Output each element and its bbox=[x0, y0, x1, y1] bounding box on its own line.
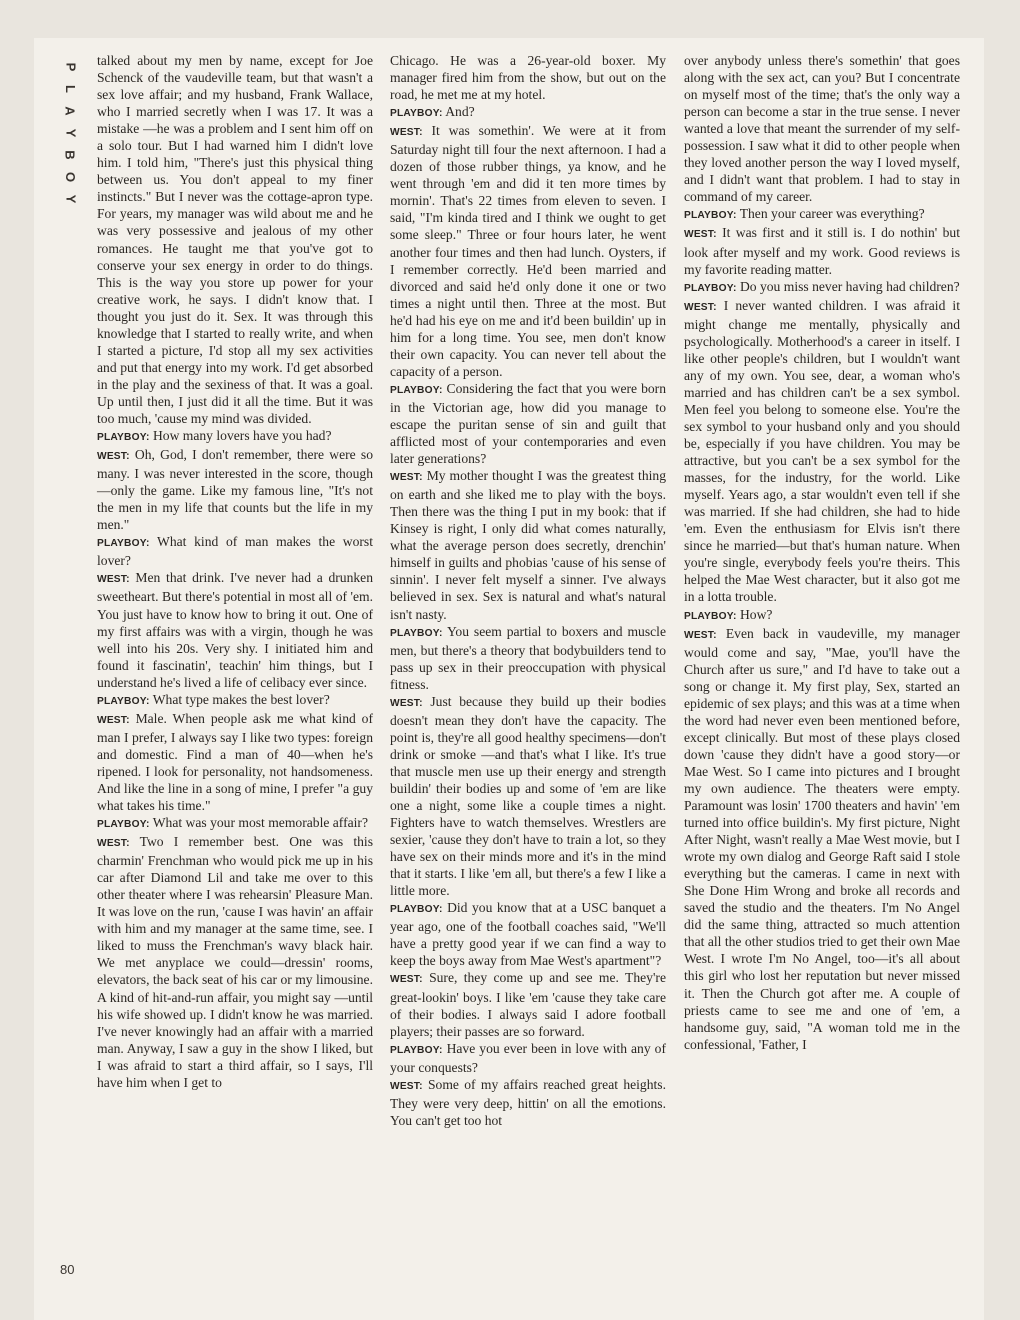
subject-answer bbox=[390, 693, 666, 900]
paragraph-text: Sure, they come up and see me. They're great-lookin' boys. I like 'em 'cause they take care of their bodies. I always said I adore football players; their passes are so forward. bbox=[390, 970, 666, 1039]
paragraph-text: It was somethin'. We were at it from Saturday night till four the next afternoon. I had a dozen of those rubber things, ya know, and he went through 'em and did it ten more times by mornin'. That's 22 times from eleven to seven. I said, "I'm kinda tired and I think we ought to get some sleep." Three or four hours later, he went another four times and then had lunch. Oysters, if I remember correctly. He'd been married and divorced and said he'd only done it one or two times a night until then. Three at the most. But he'd had his eye on me and it'd been buildin' up in him for a long time. You see, men don't know their own capacity. You can never tell about the capacity of a person. bbox=[390, 123, 666, 379]
speaker-playboy: PLAYBOY: bbox=[97, 819, 150, 831]
subject-answer bbox=[684, 297, 960, 606]
paragraph-text: Oh, God, I don't remember, there were so many. I was never interested in the score, though—only the game. Like my famous line, "It's not the men in my life that counts but the life in my men." bbox=[97, 447, 373, 533]
spine-letter: L bbox=[62, 85, 78, 93]
subject-answer bbox=[684, 625, 960, 1053]
speaker-playboy: PLAYBOY: bbox=[390, 1044, 443, 1056]
paragraph-text: It was first and it still is. I do nothin' but look after myself and my work. Good reviews is my favorite reading matter. bbox=[684, 225, 960, 277]
interviewer-question bbox=[97, 427, 373, 446]
interviewer-question bbox=[97, 533, 373, 569]
speaker-west: WEST: bbox=[684, 301, 717, 313]
speaker-west: WEST: bbox=[684, 229, 717, 241]
paragraph-text: Do you miss never having had children? bbox=[739, 278, 960, 294]
paragraph-text: And? bbox=[445, 104, 475, 120]
paragraph-text: Chicago. He was a 26-year-old boxer. My manager fired him from the show, but out on the road, he met me at my hotel. bbox=[390, 53, 666, 103]
speaker-playboy: PLAYBOY: bbox=[684, 210, 737, 222]
text-column-2 bbox=[390, 52, 666, 1129]
subject-answer bbox=[97, 833, 373, 1091]
continued-text bbox=[97, 52, 373, 427]
speaker-playboy: PLAYBOY: bbox=[684, 282, 737, 294]
paragraph-text: Considering the fact that you were born in the Victorian age, how did you manage to escape the puritan sense of sin and guilt that afflicted most of your contemporaries and even later generations? bbox=[390, 380, 666, 467]
spine-letter: O bbox=[63, 171, 78, 183]
speaker-west: WEST: bbox=[97, 714, 130, 726]
subject-answer bbox=[684, 224, 960, 277]
continued-text bbox=[390, 52, 666, 103]
paragraph-text: Male. When people ask me what kind of man I prefer, I always say I like two types: foreign and domestic. Find a man of 40—when he's ripened. I look for personality, not handsomeness. And like the line in a song of mine, I prefer "a guy what takes his time." bbox=[97, 710, 373, 814]
speaker-west: WEST: bbox=[684, 629, 717, 641]
paragraph-text: Have you ever been in love with any of your conquests? bbox=[390, 1040, 666, 1075]
page-number: 80 bbox=[60, 1262, 75, 1277]
speaker-playboy: PLAYBOY: bbox=[684, 610, 737, 622]
interviewer-question bbox=[390, 899, 666, 969]
subject-answer bbox=[97, 446, 373, 533]
spine-letter: Y bbox=[62, 194, 78, 204]
speaker-west: WEST: bbox=[390, 472, 423, 484]
paragraph-text: talked about my men by name, except for Joe Schenck of the vaudeville team, but that wasn't a sex love affair; and my husband, Frank Wallace, who I married secretly when I was 17. It was a mistake —he was a problem and I sent him off on a solo tour. But I had warned him I didn't love him. I told him, "There's just this physical thing between us. You don't appeal to my finer instincts." But I never was the cottage-apron type. For years, my manager was wild about me and he was very possessive and jealous of my other romances. He taught me that you've got to conserve your sex energy in order to do things. This is the way you store up power for your creative work, he says. I didn't know that. I thought you just do it. Sex. It was through this knowledge that I started to really write, and when I started a picture, I'd stop all my sex activities and put that energy into my work. I'd get absorbed in the play and the sexiness of that. It was a goal. Up until then, I just did it all the time. But it was too much, 'cause my mind was divided. bbox=[97, 53, 373, 426]
paragraph-text: What type makes the best lover? bbox=[152, 691, 330, 707]
paragraph-text: Two I remember best. One was this charmin' Frenchman who would pick me up in his car after Diamond Lil and take me over to this other theater where I was rehearsin' Pleasure Man. It was love on the run, 'cause I was havin' an affair with him and my manager at the same time, see. I liked to muss the Frenchman's wavy black hair. We met anyplace we could—dressin' rooms, elevators, the back seat of his car or my limousine. A kind of hit-and-run affair, you might say —until his wife showed up. I didn't know he was married. I've never knowingly had an affair with a married man. Anyway, I saw a guy in the show I liked, but I was afraid to start a third affair, so I says, I'll have him when I get to bbox=[97, 834, 373, 1090]
paragraph-text: Then your career was everything? bbox=[739, 206, 925, 222]
interviewer-question bbox=[390, 623, 666, 693]
spine-letter: A bbox=[62, 106, 78, 116]
paragraph-text: over anybody unless there's somethin' that goes along with the sex act, can you? But I concentrate on myself most of the time; that's the only way a person can become a star in the true sense. I never wanted a love that meant the surrender of my self-possession. I saw what it did to other people when they loved another person the way I loved myself, and I didn't want that problem. I had to stay in command of my career. bbox=[684, 53, 960, 205]
interviewer-question bbox=[684, 205, 960, 224]
interviewer-question bbox=[390, 380, 666, 467]
speaker-playboy: PLAYBOY: bbox=[390, 904, 443, 916]
subject-answer bbox=[390, 122, 666, 380]
interviewer-question bbox=[390, 1040, 666, 1076]
paragraph-text: Some of my affairs reached great heights. They were very deep, hittin' on all the emotions. You can't get too hot bbox=[390, 1076, 666, 1128]
speaker-west: WEST: bbox=[97, 451, 130, 463]
subject-answer bbox=[390, 467, 666, 622]
speaker-playboy: PLAYBOY: bbox=[390, 108, 443, 120]
spine-letter: P bbox=[62, 62, 78, 72]
interviewer-question bbox=[97, 691, 373, 710]
speaker-playboy: PLAYBOY: bbox=[97, 695, 150, 707]
text-column-3 bbox=[684, 52, 960, 1053]
speaker-playboy: PLAYBOY: bbox=[390, 384, 443, 396]
interviewer-question bbox=[97, 814, 373, 833]
paragraph-text: My mother thought I was the greatest thing on earth and she liked me to play with the boys. Then there was the thing I put in my book: that if Kinsey is right, I only did what comes naturally, what the average person does secretly, drenchin' himself in guilts and phobias 'cause of his sense of sinnin'. I never felt myself a sinner. I've always believed in sex. Sex is natural and what's natural isn't nasty. bbox=[390, 468, 666, 622]
subject-answer bbox=[97, 569, 373, 690]
paragraph-text: How? bbox=[739, 606, 773, 622]
spine-title bbox=[62, 56, 78, 210]
subject-answer bbox=[390, 969, 666, 1039]
interviewer-question bbox=[684, 278, 960, 297]
speaker-west: WEST: bbox=[390, 697, 423, 709]
speaker-west: WEST: bbox=[97, 838, 130, 850]
paragraph-text: How many lovers have you had? bbox=[152, 428, 332, 444]
spine-letter: B bbox=[62, 150, 78, 160]
paragraph-text: I never wanted children. I was afraid it might change me mentally, physically and psychologically. Motherhood's a career in itself. I like other people's children, but I wouldn't want any of my own. You see, dear, a woman who's married and has children can't be a sex symbol. Men feel you belong to someone else. You're the sex symbol to your husband only and you should be, especially if you have children. You may be attractive, but you can't be a sex symbol for the masses, for the industry, for the world. Like myself. Years ago, a star wouldn't even tell if she was married. If she had children, she had to hide 'em. Even the enthusiasm for Elvis isn't there since he married—but that's human nature. When you're single, everybody feels you're theirs. This helped the Mae West character, but it also got me in a lotta trouble. bbox=[684, 297, 960, 605]
subject-answer bbox=[390, 1076, 666, 1129]
interviewer-question bbox=[390, 103, 666, 122]
spine-letter: Y bbox=[62, 128, 78, 138]
speaker-west: WEST: bbox=[390, 1080, 423, 1092]
speaker-playboy: PLAYBOY: bbox=[390, 627, 443, 639]
paragraph-text: Did you know that at a USC banquet a year ago, one of the football coaches said, "We'll have a pretty good year if we can find a way to keep the boys away from Mae West's apartment"? bbox=[390, 900, 666, 969]
paragraph-text: Even back in vaudeville, my manager would come and say, "Mae, you'll have the Church after us sure," and I'd have to take out a song or change it. My first play, Sex, started an epidemic of sex plays; and this was at a time when the word had never even been mentioned before, except clinically. But most of these plays closed down 'cause they didn't have a good story—or Mae West. So I came into pictures and I brought my own audience. The theaters were empty. Paramount was losin' 1700 theaters and havin' 'em turned into office buildin's. My first picture, Night After Night, wasn't really a Mae West movie, but I wrote my own dialog and George Raft said I stole everything but the cameras. I came in next with She Done Him Wrong and broke all records and saved the studio and the theaters. I'm No Angel did the same thing, attracted so much attention that all the other studios tried to get their own Mae West. I wrote I'm No Angel, too—it's all about this girl who lost her reputation but never missed it. Then the Church got after me. A couple of priests came to see me and one of 'em, a handsome guy, said, "A woman told me in the confessional, 'Father, I bbox=[684, 625, 960, 1052]
paragraph-text: What kind of man makes the worst lover? bbox=[97, 534, 373, 569]
speaker-west: WEST: bbox=[97, 574, 130, 586]
paragraph-text: Just because they build up their bodies doesn't mean they don't have the capacity. The point is, they're all good healthy specimens—don't drink or smoke —and that's what I like. It's true that muscle men use up their energy and strength buildin' their bodies up and some of 'em are like one a night, some like a couple times a night. Fighters have to watch themselves. Wrestlers are sexier, 'cause they don't have to train a lot, so they have sex on their minds more and it's in the mind that it starts. I like 'em all, but there's a few I like a little more. bbox=[390, 693, 666, 899]
continued-text bbox=[684, 52, 960, 205]
interviewer-question bbox=[684, 606, 960, 625]
paragraph-text: You seem partial to boxers and muscle men, but there's a theory that bodybuilders tend to pass up sex in their preoccupation with physical fitness. bbox=[390, 623, 666, 692]
text-column-1 bbox=[97, 52, 373, 1091]
paragraph-text: What was your most memorable affair? bbox=[152, 815, 368, 831]
paragraph-text: Men that drink. I've never had a drunken sweetheart. But there's potential in most all of 'em. You just have to know how to bring it out. One of my first affairs was with a virgin, though he was well into his 20s. Very shy. I initiated him and found it fascinatin', teachin' him things, but I understand he's lived a life of celibacy ever since. bbox=[97, 570, 373, 690]
speaker-west: WEST: bbox=[390, 974, 423, 986]
speaker-playboy: PLAYBOY: bbox=[97, 538, 150, 550]
speaker-playboy: PLAYBOY: bbox=[97, 432, 150, 444]
subject-answer bbox=[97, 710, 373, 814]
speaker-west: WEST: bbox=[390, 127, 423, 139]
